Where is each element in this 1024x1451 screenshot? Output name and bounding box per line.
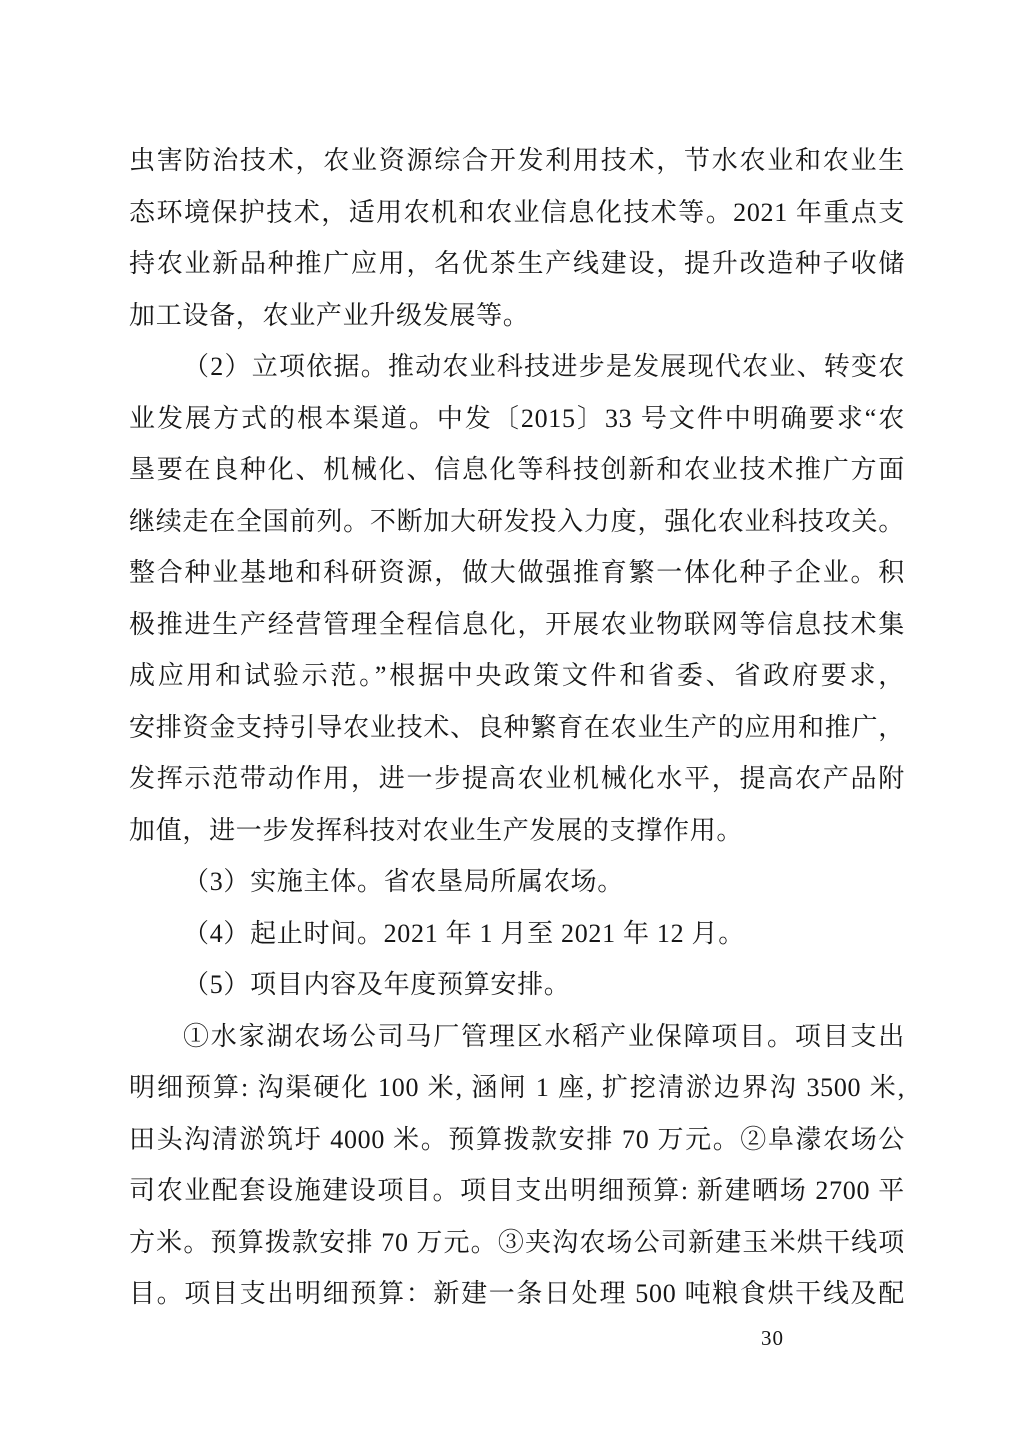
text-line: 司农业配套设施建设项目。项目支出明细预算: 新建晒场 2700 平 <box>129 1176 905 1205</box>
text-line: （5）项目内容及年度预算安排。 <box>183 970 571 999</box>
text-line: 虫害防治技术，农业资源综合开发利用技术，节水农业和农业生 <box>129 146 905 175</box>
text-line: 垦要在良种化、机械化、信息化等科技创新和农业技术推广方面 <box>129 455 905 484</box>
page-number: 30 <box>761 1326 784 1350</box>
text-line: 安排资金支持引导农业技术、良种繁育在农业生产的应用和推广， <box>129 712 905 742</box>
text-line: 发挥示范带动作用，进一步提高农业机械化水平，提高农产品附 <box>129 764 905 793</box>
text-line: （3）实施主体。省农垦局所属农场。 <box>183 867 624 896</box>
text-line: 成应用和试验示范。”根据中央政策文件和省委、省政府要求， <box>129 661 905 690</box>
text-line: 态环境保护技术，适用农机和农业信息化技术等。2021 年重点支 <box>129 197 905 227</box>
text-line: （4）起止时间。2021 年 1 月至 2021 年 12 月。 <box>183 918 745 948</box>
text-line: ①水家湖农场公司马厂管理区水稻产业保障项目。项目支出 <box>183 1021 905 1051</box>
text-line: 田头沟清淤筑圩 4000 米。预算拨款安排 70 万元。②阜濛农场公 <box>129 1124 905 1154</box>
text-line: 整合种业基地和科研资源，做大做强推育繁一体化种子企业。积 <box>129 558 905 587</box>
text-line: 极推进生产经营管理全程信息化，开展农业物联网等信息技术集 <box>129 609 905 639</box>
text-line: 加工设备，农业产业升级发展等。 <box>129 300 530 330</box>
text-line: 业发展方式的根本渠道。中发〔2015〕33 号文件中明确要求“农 <box>129 403 905 433</box>
text-line: 明细预算: 沟渠硬化 100 米, 涵闸 1 座, 扩挖清淤边界沟 3500 米, <box>129 1073 905 1102</box>
text-line: 继续走在全国前列。不断加大研发投入力度，强化农业科技攻关。 <box>129 506 905 536</box>
text-line: 加值，进一步发挥科技对农业生产发展的支撑作用。 <box>129 815 744 845</box>
text-line: 持农业新品种推广应用，名优茶生产线建设，提升改造种子收储 <box>129 249 905 278</box>
text-line: 目。项目支出明细预算：新建一条日处理 500 吨粮食烘干线及配 <box>129 1279 905 1308</box>
document-body <box>129 135 905 1320</box>
text-line: 方米。预算拨款安排 70 万元。③夹沟农场公司新建玉米烘干线项 <box>129 1227 905 1257</box>
text-line: （2）立项依据。推动农业科技进步是发展现代农业、转变农 <box>183 352 905 381</box>
